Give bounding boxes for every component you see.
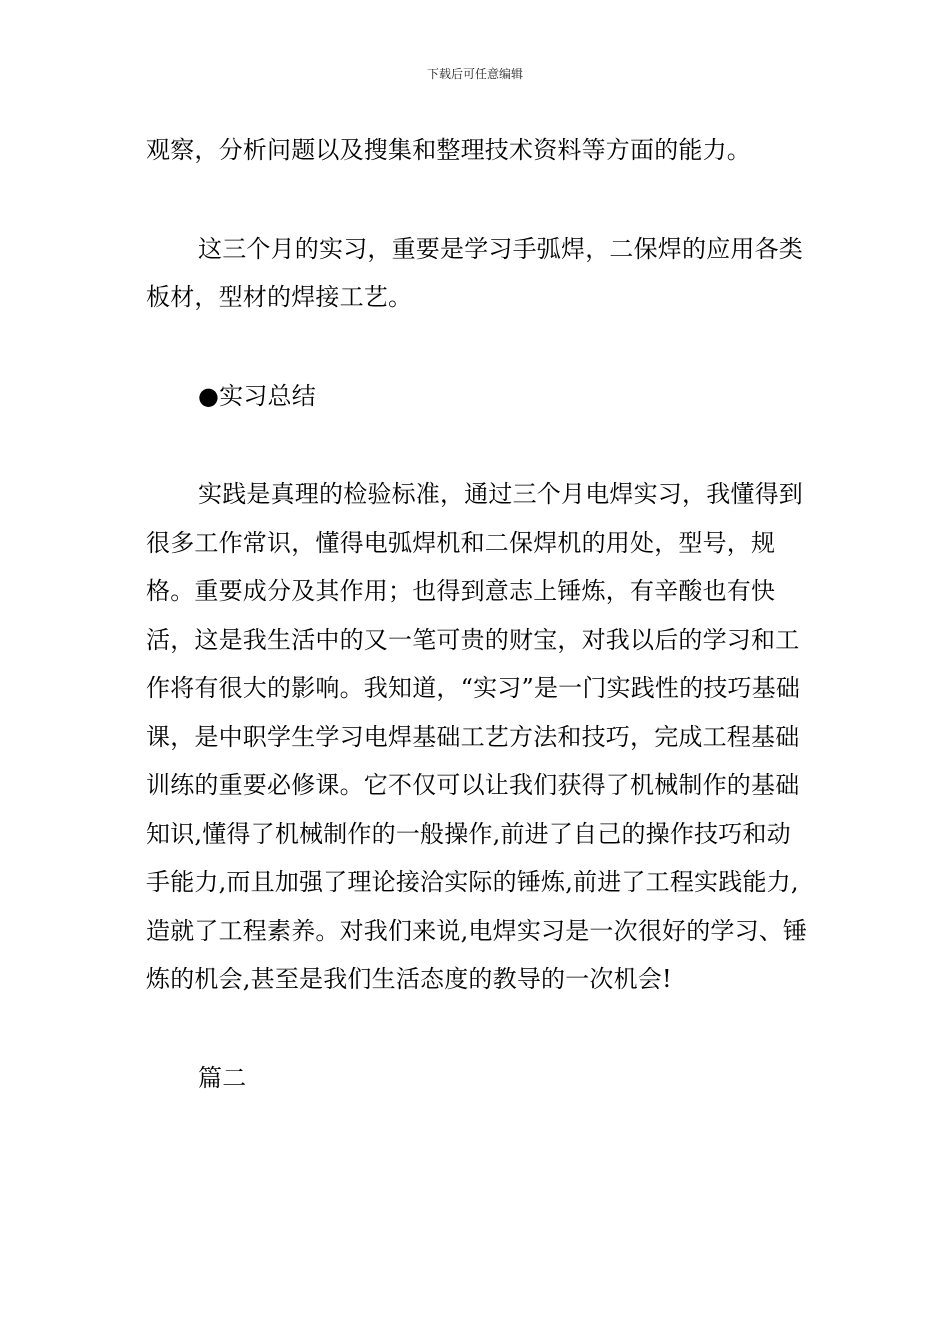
document-body <box>146 126 814 1102</box>
paragraph-continuation: 观察，分析问题以及搜集和整理技术资料等方面的能力。 <box>146 136 751 164</box>
paragraph-summary-body: 实践是真理的检验标准，通过三个月电焊实习，我懂得到很多工作常识，懂得电弧焊机和二保焊机的用处，型号，规格。重要成分及其作用；也得到意志上锤炼，有辛酸也有快活，这是我生活中的又一笔可贵的财宝，对我以后的学习和工作将有很大的影响。我知道，“实习”是一门实践性的技巧基础课，是中职学生学习电焊基础工艺方法和技巧，完成工程基础训练的重要必修课。它不仅可以让我们获得了机械制作的基础知识,懂得了机械制作的一般操作,前进了自己的操作技巧和动手能力,而且加强了理论接洽实际的锤炼,前进了工程实践能力,造就了工程素养。对我们来说,电焊实习是一次很好的学习、锤炼的机会,甚至是我们生活态度的教导的一次机会! <box>146 480 808 993</box>
section-heading-part-two: 篇二 <box>198 1063 247 1092</box>
paragraph-internship-focus: 这三个月的实习，重要是学习手弧焊，二保焊的应用各类板材，型材的焊接工艺。 <box>146 234 803 311</box>
section-heading-summary: ●实习总结 <box>198 381 316 410</box>
page-header-note: 下载后可任意编辑 <box>426 67 523 81</box>
